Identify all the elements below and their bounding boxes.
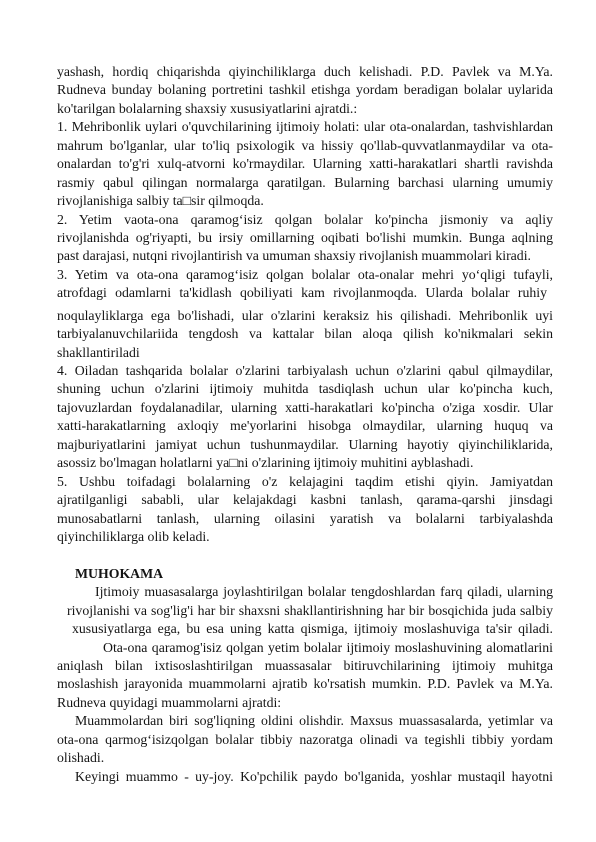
text-line: 2. Yetim vaota-ona qaramog‘isiz qolgan bolalar ko'pincha jismoniy va aqliy — [57, 211, 553, 227]
list-item — [57, 362, 553, 473]
text-line: xatti-harakatlarning axloqiy me'yorlarini hisobga olmaydilar, ularning huquq va — [57, 418, 553, 434]
text-line: shuning uchun o'zlarini ijtimoiy muhitda tasdiqlash uchun ular ko'pincha kuch, — [57, 381, 553, 397]
text-line: rivojlanishda og'riyapti, bu irsiy omillarning oqibati bo'lishi mumkin. Bunga aqlning — [57, 229, 553, 245]
text-line: ota-ona qarmog‘isizqolgan bolalar tibbiy nazoratga olinadi va tegishli tibbiy yordam — [57, 731, 553, 747]
text-line: onalardan to'g'ri xulq-atvorni ko'rmaydilar. Ularning xatti-harakatlari shartli ravishda — [57, 156, 553, 172]
text-line: Ota-ona qaramog'isiz qolgan yetim bolalar ijtimoiy moslashuvining alomatlarini — [103, 639, 553, 655]
text-line: 5. Ushbu toifadagi bolalarning o'z kelajagini taqdim etishi qiyin. Jamiyatdan — [57, 473, 553, 489]
text-line: olishadi. — [57, 750, 105, 766]
text-line: noqulayliklarga ega bo'lishadi, ular o'zlarini keraksiz his qilishadi. Mehribonlik uyi — [57, 307, 553, 323]
text-line: rivojlanishiga salbiy ta□sir qilmoqda. — [57, 193, 264, 209]
text-line: ajratilganligi sababli, ular kelajakdagi kasbni tanlash, qarama-qarshi jinsdagi — [57, 492, 553, 508]
text-line: rivojlanishi va sog'lig'i har bir shaxsni shakllantirishning har bir bosqichida juda salbiy — [67, 602, 553, 618]
text-line: 1. Mehribonlik uylari o'quvchilarining ijtimoiy holati: ular ota-onalardan, tashvishlardan — [57, 119, 553, 135]
list-item — [57, 266, 553, 362]
text-line: xususiyatlarga ega, bu esa uning katta qismiga, ijtimoiy moslashuviga ta'sir qiladi. — [72, 621, 553, 637]
document-body — [57, 63, 553, 786]
text-line: moslashish jarayonida muammolarni ajratib ko'rsatish mumkin. P.D. Pavlek va M.Ya. — [57, 676, 553, 692]
paragraph — [57, 712, 553, 767]
text-line: Keyingi muammo - uy-joy. Ko'pchilik paydo bo'lganida, yoshlar mustaqil hayotni — [75, 768, 553, 784]
text-line: munosabatlarni tanlash, ularning oilasini yaratish va bolalarni tarbiyalashda — [57, 510, 553, 526]
text-line: shakllantiriladi — [57, 344, 140, 360]
section-heading: MUHOKAMA — [75, 565, 164, 581]
text-line: 4. Oiladan tashqarida bolalar o'zlarini tarbiyalash uchun o'zlarini qabul qilmaydilar, — [57, 363, 553, 378]
text-line: tarbiyalanuvchilariida tengdosh va kattalar bilan aloqa qilish ko'nikmalari sekin — [57, 326, 553, 342]
text-line: Rudneva bunday bolaning portretini tashkil etishga yordam beradigan bolalar uylarida — [57, 82, 553, 98]
paragraph — [57, 63, 553, 118]
text-line: mahrum bo'lganlar, ular to'liq psixologik va hissiy qo'llab-quvvatlanmaydilar va ota- — [57, 137, 553, 153]
list-item — [57, 473, 553, 547]
text-line: atrofdagi odamlarni ta'kidlash qobiliyati kam rivojlanmoqda. Ularda bolalar ruhiy — [57, 285, 547, 301]
paragraph — [57, 768, 553, 786]
text-line: qiyinchiliklarga olib keladi. — [57, 528, 210, 544]
list-item — [57, 211, 553, 266]
text-line: rasmiy qabul qilingan normalarga qaratilgan. Bularning barchasi ularning umumiy — [57, 174, 553, 190]
paragraph — [57, 639, 553, 713]
blank-line — [57, 546, 553, 564]
text-line: Rudneva quyidagi muammolarni ajratdi: — [57, 694, 282, 710]
text-line: 3. Yetim va ota-ona qaramog‘isiz qolgan bolalar ota-onalar mehri yo‘qligi tufayli, — [57, 266, 553, 282]
text-line: tajovuzlardan foydalanadilar, ularning xatti-harakatlari ko'pincha o'ziga xosdir. Ular — [57, 399, 553, 415]
text-line: aniqlash bilan ixtisoslashtirilgan muassasalar bitiruvchilarining ijtimoiy muhitga — [57, 658, 553, 673]
text-line: past darajasi, nutqni rivojlantirish va umuman shaxsiy rivojlanish muammolari kiradi. — [57, 248, 531, 264]
text-line: Ijtimoiy muasasalarga joylashtirilgan bolalar tengdoshlardan farq qiladi, ularning — [95, 584, 553, 600]
text-line: majburiyatlarini jamiyat uchun tushunmaydilar. Ularning hayotiy qiyinchiliklarida, — [57, 436, 553, 452]
text-line: asossiz bo'lmagan holatlarni ya□ni o'zlarining ijtimoiy muhitini ayblashadi. — [57, 455, 474, 471]
text-line: yashash, hordiq chiqarishda qiyinchiliklarga duch kelishadi. P.D. Pavlek va M.Ya. — [57, 64, 553, 79]
paragraph — [57, 583, 553, 638]
text-line: ko'tarilgan bolalarning shaxsiy xususiyatlarini ajratdi.: — [57, 100, 358, 116]
text-line: Muammolardan biri sog'liqning oldini olishdir. Maxsus muassasalarda, yetimlar va — [75, 713, 553, 729]
list-item — [57, 118, 553, 210]
